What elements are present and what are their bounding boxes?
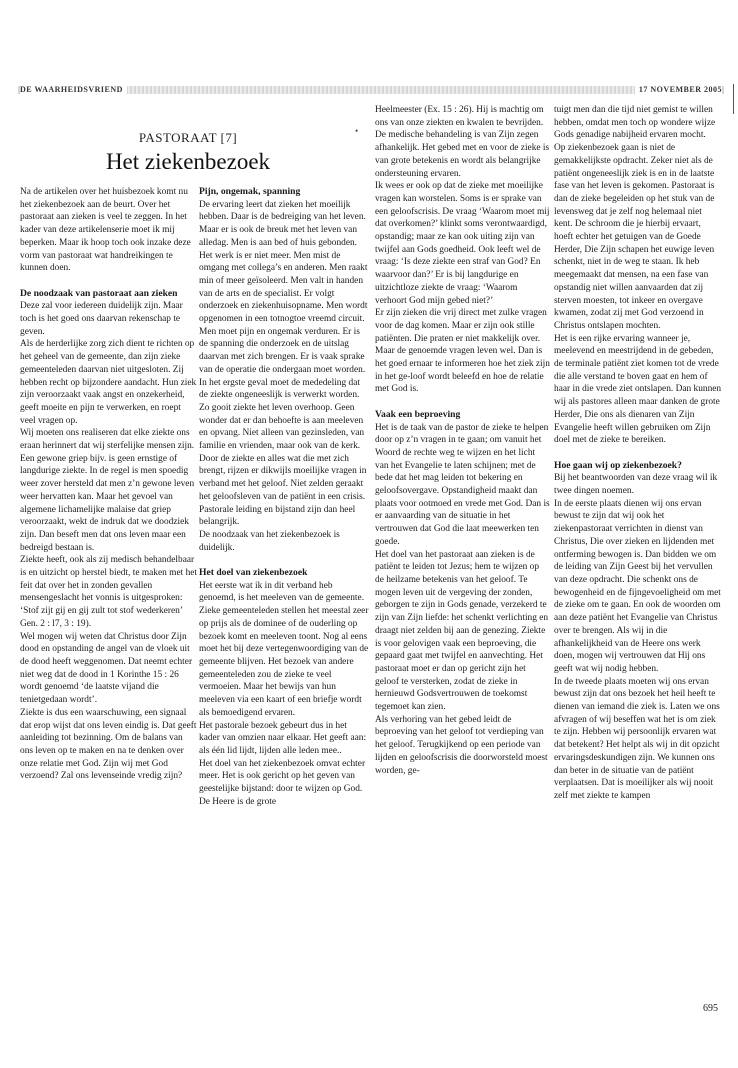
paragraph-gap	[375, 396, 550, 409]
section-heading: Vaak een beproeving	[375, 408, 461, 420]
text-column-3	[375, 104, 550, 777]
paragraph: Op ziekenbezoek gaan is niet de gemakkelijkste opdracht. Zeker niet als de patiënt ongeneeslijk ziek is en in de laatste fase van het leven is gekomen. Pastoraat is dan de zieke begeleiden op het stuk van de levensweg dat je zelf nog helemaal niet kent. De schroom die je hierbij ervaart, hoeft echter het getuigen van de Goede Herder, Die Zijn schapen het euwige leven schenkt, niet in de weg te staan. Ik heb meegemaakt dat mensen, na een fase van opstandig niet willen aanvaarden dat zij sterven moesten, tot inkeer en overgave kwamen, zodat zij met God verzoend in Christus ontslapen mochten.	[554, 143, 715, 331]
paragraph: De ervaring leert dat zieken het moeilijk hebben. Daar is de bedreiging van het leven. Maar er is ook de breuk met het leven van alledag. Men is aan bed of huis gebonden. Het werk is er niet meer. Men mist de omgang met collega’s en anderen. Men raakt min of meer geïsoleerd. Men valt in handen van de arts en de specialist. Er volgt onderzoek en ziekenhuisopname. Men wordt opgenomen in een totnogtoe vreemd circuit. Men moet pijn en ongemak verduren. Er is de spanning die onderzoek en de uitslag daarvan met zich brengen. Er is vaak sprake van de operatie die ondergaan moet worden. In het ergste geval moet de mededeling dat de ziekte ongeneeslijk is verwerkt worden.	[199, 199, 368, 401]
paragraph: In de eerste plaats dienen wij ons ervan bewust te zijn dat wij ook het ziekenpastoraat verrichten in dienst van Christus, Die over zieken en lijdenden met ontferming bewogen is. Dan bidden we om de leiding van Zijn Geest bij het vervullen van deze opdracht. Die schenkt ons de bewogenheid en de fijngevoeligheid om met de zieke om te gaan. En ook de woorden om aan deze patiënt het Evangelie van Christus over te brengen. Als wij in die afhankelijkheid van de Heere ons werk doen, mogen wij vertrouwen dat Hij ons geeft wat wij nodig hebben.	[554, 498, 721, 674]
paragraph-gap	[199, 554, 369, 567]
paragraph: Het pastorale bezoek gebeurt dus in het kader van omzien naar elkaar. Het geeft aan: als één lid lijdt, lijden alle leden mee..	[199, 720, 367, 756]
paragraph-gap	[20, 275, 198, 288]
section-heading: Pijn, ongemak, spanning	[199, 186, 301, 197]
paragraph: Na de artikelen over het huisbezoek komt nu het ziekenbezoek aan de beurt. Over het pastoraat aan zieken is veel te zeggen. In het kader van deze artikelenserie moet ik mij beperken. Maar ik hoop toch ook inzake deze vorm van pastoraat wat handreikingen te kunnen doen.	[20, 187, 191, 274]
paragraph: Deze zal voor iedereen duidelijk zijn. Maar toch is het goed ons daarvan rekenschap te geven.	[20, 301, 183, 337]
paragraph: Wel mogen wij weten dat Christus door Zijn dood en opstanding de angel van de vloek uit de dood heeft weggenomen. Dat neemt echter niet weg dat de dood in 1 Korinthe 15 : 26 wordt genoemd ‘de laatste vijand die tenietgedaan wordt’.	[20, 631, 193, 706]
paragraph: Bij het beantwoorden van deze vraag wil ik twee dingen noemen.	[554, 473, 718, 497]
paragraph: Het doel van het pastoraat aan zieken is de patiënt te leiden tot Jezus; hem te wijzen op de heilzame betekenis van het geloof. Te mogen leven uit de vergeving der zonden, geborgen te zijn in Gods genade, verzekerd te zijn van Zijn liefde: het schenkt verlichting en draagt niet zelden bij aan de genezing. Ziekte is voor gelovigen vaak een beproeving, die gepaard gaat met twijfel en aanvechting. Het pastoraat moet er dan op gericht zijn het geloof te versterken, zodat de zieke in hernieuwd Godsvertrouwen de toekomst tegemoet kan zien.	[375, 549, 549, 713]
paragraph: Het doel van het ziekenbezoek omvat echter meer. Het is ook gericht op het geven van geestelijke bijstand: door te wijzen op God. De Heere is de grote	[199, 758, 366, 807]
article-title: Het ziekenbezoek	[105, 149, 271, 174]
paragraph: Het is een rijke ervaring wanneer je, meelevend en meestrijdend in de gebeden, de terminale patiënt ziet komen tot de vrede die alle verstand te boven gaat en hem of haar in die vrede ziet ontslapen. Dan kunnen wij als pastores alleen maar danken de grote Herder, Die ons als dienaren van Zijn Evangelie heeft willen gebruiken om Zijn doel met de zieke te bereiken.	[554, 333, 722, 446]
article-rubric: PASTORAAT [7]	[138, 130, 238, 145]
section-heading: De noodzaak van pastoraat aan zieken	[20, 287, 178, 299]
margin-mark: •	[355, 126, 359, 136]
publication-name: DE WAARHEIDSVRIEND	[20, 84, 127, 96]
paragraph: De medische behandeling is van Zijn zegen afhankelijk. Het gebed met en voor de zieke is van grote betekenis en wordt als belangrijke ondersteuning ervaren.	[375, 130, 550, 179]
text-column-2	[199, 186, 369, 808]
paragraph: Wij moeten ons realiseren dat elke ziekte ons eraan herinnert dat wij sterfelijke mensen zijn. Een gewone griep bijv. is geen ernstige of langdurige ziekte. In de regel is men spoedig weer zover hersteld dat men z’n gewone leven weer hervatten kan. Maar het gevoel van algemene lichamelijke malaise dat griep veroorzaakt, wekt de indruk dat we doodziek zijn. Dan beseft men dat ons leven maar een bedreigd bestaan is.	[20, 428, 195, 553]
paragraph: Heelmeester (Ex. 15 : 26). Hij is machtig om ons van onze ziekten en kwalen te bevrijden.	[375, 105, 544, 128]
paragraph: Als verhoring van het gebed leidt de beproeving van het geloof tot verdieping van het geloof. Terugkijkend op een periode van lijden en geloofscrisis die doorworsteld moest worden, ge-	[375, 714, 548, 776]
issue-date: 17 NOVEMBER 2005	[635, 84, 722, 96]
section-heading: Het doel van ziekenbezoek	[199, 567, 308, 579]
paragraph: In de tweede plaats moeten wij ons ervan bewust zijn dat ons bezoek het heil heeft te dienen van iemand die ziek is. Laten we ons afvragen of wij beseffen wat het is om ziek te zijn. Hebben wij persoonlijk ervaren wat dat betekent? Het helpt als wij in dit opzicht ervaringsdeskundigen zijn. We kunnen ons dan beter in de situatie van de patiënt verplaatsen. Dat is moeilijker als wij nooit zelf met ziekte te kampen	[554, 676, 720, 801]
paragraph: Het is de taak van de pastor de zieke te helpen door op z’n vragen in te gaan; om vanuit het Woord de rechte weg te wijzen en het licht van het Evangelie te laten schijnen; met de bede dat het mag leiden tot bekering en geloofsovergave. Opstandigheid maakt dan plaats voor ootmoed en vrede met God. Dan is er aanvaarding van de situatie in het vertrouwen dat God die laat meewerken ten goede.	[375, 422, 550, 547]
paragraph: Ik wees er ook op dat de zieke met moeilijke vragen kan worstelen. Soms is er sprake van een geloofscrisis. De vraag ‘Waarom moet mij dat overkomen?’ klinkt soms verontwaardigd, opstandig; maar ze kan ook uiting zijn van twijfel aan Gods goedheid. Ook leeft wel de vraag: ‘Is deze ziekte een straf van God? En waarvoor dan?’ Er is bij langdurige en uitzichtloze ziekte de vraag: ‘Waarom verhoort God mijn gebed niet?’	[375, 181, 550, 306]
paragraph: Het eerste wat ik in dit verband heb genoemd, is het meeleven van de gemeente. Zieke gemeenteleden stellen het meestal zeer op prijs als de dominee of de ouderling op bezoek komt en meeleven toont. Nog al eens moet het bij deze vertegenwoordiging van de gemeente blijven. Het bezoek van andere gemeenteleden zou de zieke te veel vermoeien. Maar het bewijs van hun meeleven via een kaart of een briefje wordt als bemoedigend ervaren.	[199, 580, 369, 718]
text-column-4	[554, 104, 722, 803]
paragraph-gap	[554, 447, 722, 460]
paragraph: Zo gooit ziekte het leven overhoop. Geen wonder dat er dan behoefte is aan meeleven en opvang. Niet alleen van gezinsleden, van familie en vrienden, maar ook van de kerk. Door de ziekte en alles wat die met zich brengt, rijzen er dikwijls moeilijke vragen in verband met het geloof. Niet zelden geraakt het geloofsleven van de patiënt in een crisis. Pastorale leiding en bijstand zijn dan heel belangrijk.	[199, 402, 367, 528]
paragraph: tuigt men dan die tijd niet gemist te willen hebben, omdat men toch op wondere wijze Gods genadige nabijheid ervaren mocht.	[554, 105, 716, 141]
paragraph: Als de herderlijke zorg zich dient te richten op het geheel van de gemeente, dan zijn zieke gemeenteleden daarvan niet uitgesloten. Zij hebben recht op bijzondere aandacht. Hun ziek zijn veroorzaakt vaak angst en onzekerheid, geeft moeite en pijn te verwerken, en roept veel vragen op.	[20, 339, 197, 426]
paragraph: Ziekte is dus een waarschuwing, een signaal dat erop wijst dat ons leven eindig is. Dat geeft aanleiding tot bezinning. Om de balans van ons leven op te maken en na te denken over onze relatie met God. Zijn wij met God verzoend? Zal ons levenseinde vredig zijn?	[20, 707, 197, 782]
paragraph: De noodzaak van het ziekenbezoek is duidelijk.	[199, 529, 340, 553]
text-column-1	[20, 186, 198, 783]
paragraph: Ziekte heeft, ook als zij medisch behandelbaar is en uitzicht op herstel biedt, te maken met het feit dat over het in zonden gevallen mensengeslacht het vonnis is uitgesproken: ‘Stof zijt gij en gij zult tot stof wederkeren’ Gen. 2 : l7, 3 : 19).	[20, 555, 198, 629]
page-number: 695	[703, 1003, 718, 1014]
section-heading: Hoe gaan wij op ziekenbezoek?	[554, 459, 682, 471]
paragraph: Er zijn zieken die vrij direct met zulke vragen voor de dag komen. Maar er zijn ook stille patiënten. Die praten er niet makkelijk over. Maar de genoemde vragen leven wel. Dan is het goed ernaar te informeren hoe het ziek zijn in het ge-loof wordt beleefd en hoe de relatie met God is.	[375, 308, 550, 395]
margin-rule	[733, 84, 734, 114]
